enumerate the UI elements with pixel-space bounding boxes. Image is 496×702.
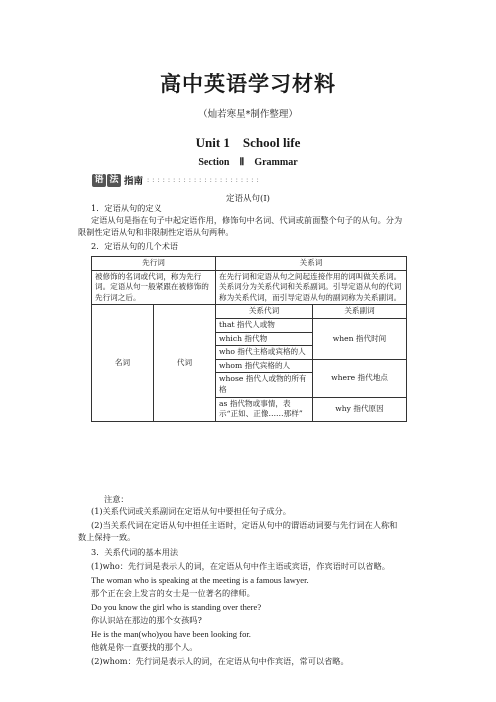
unit-title: Unit 1 School life xyxy=(195,135,301,150)
cell-where: where 指代地点 xyxy=(313,359,407,397)
notes-label: 注意： xyxy=(104,494,129,504)
point3-heading: 3．关系代词的基本用法 xyxy=(91,547,179,557)
header-antecedent: 先行词 xyxy=(92,257,216,271)
cell-that: that 指代人或物 xyxy=(216,318,313,332)
note-2-line1: (2)当关系代词在定语从句中担任主语时，定语从句中的谓语动词要与先行词在人称和 xyxy=(91,520,398,530)
cell-who: who 指代主格或宾格的人 xyxy=(216,346,313,360)
cell-as: as 指代物或事情，表示“正如、正像……那样” xyxy=(216,397,313,421)
note-1: (1)关系代词或关系副词在定语从句中要担任句子成分。 xyxy=(91,506,291,516)
section-title: Section Ⅱ Grammar xyxy=(198,157,298,168)
cell-which: which 指代物 xyxy=(216,332,313,346)
example-2-cn: 你认识站在那边的那个女孩吗? xyxy=(91,615,202,625)
point1-line2: 限制性定语从句和非限制性定语从句两种。 xyxy=(78,227,234,237)
badge-char-1: 语 xyxy=(92,174,106,187)
example-2-en: Do you know the girl who is standing over there? xyxy=(91,602,262,612)
badge-dots: :::::::::::::::::::::: xyxy=(146,176,261,184)
point1-heading: 1．定语从句的定义 xyxy=(91,203,162,213)
col-relative-adverb: 关系副词 xyxy=(313,305,407,319)
point1-line1: 定语从句是指在句子中起定语作用，修饰句中名词、代词或前面整个句子的从句。分为 xyxy=(91,215,403,225)
cell-whom: whom 指代宾格的人 xyxy=(216,359,313,373)
terms-table xyxy=(91,256,407,422)
point2-heading: 2．定语从句的几个术语 xyxy=(91,241,179,251)
example-1-en: The woman who is speaking at the meeting is a famous lawyer. xyxy=(91,575,309,585)
subtitle: （灿若寒星*制作整理） xyxy=(198,109,298,120)
antecedent-definition: 被修饰的名词或代词，称为先行词。定语从句一般紧跟在被修饰的先行词之后。 xyxy=(92,270,216,305)
example-1-cn: 那个正在会上发言的女士是一位著名的律师。 xyxy=(91,588,255,598)
who-rule: (1)who：先行词是表示人的词，在定语从句中作主语或宾语，作宾语时可以省略。 xyxy=(91,561,390,571)
cell-pronoun: 代词 xyxy=(154,305,216,421)
col-relative-pronoun: 关系代词 xyxy=(216,305,313,319)
cell-why: why 指代原因 xyxy=(313,397,407,421)
badge-label: 指南 xyxy=(124,176,144,187)
note-2-line2: 数上保持一致。 xyxy=(78,532,136,542)
example-3-en: He is the man(who)you have been looking for. xyxy=(91,629,251,639)
grammar-guide-badge xyxy=(92,173,261,187)
badge-char-2: 法 xyxy=(107,174,121,187)
relative-definition: 在先行词和定语从句之间起连接作用的词叫做关系词。关系词分为关系代词和关系副词。引导定语从句的代词称为关系代词，而引导定语从句的副词称为关系副词。 xyxy=(216,270,407,305)
cell-when: when 指代时间 xyxy=(313,318,407,359)
cell-noun: 名词 xyxy=(92,305,154,421)
main-title: 高中英语学习材料 xyxy=(160,72,336,96)
whom-rule: (2)whom：先行词是表示人的词，在定语从句中作宾语，常可以省略。 xyxy=(91,656,349,666)
topic-heading: 定语从句(Ⅰ) xyxy=(226,194,270,204)
example-3-cn: 他就是你一直要找的那个人。 xyxy=(91,642,198,652)
cell-whose: whose 指代人或物的所有格 xyxy=(216,373,313,397)
header-relative: 关系词 xyxy=(216,257,407,271)
